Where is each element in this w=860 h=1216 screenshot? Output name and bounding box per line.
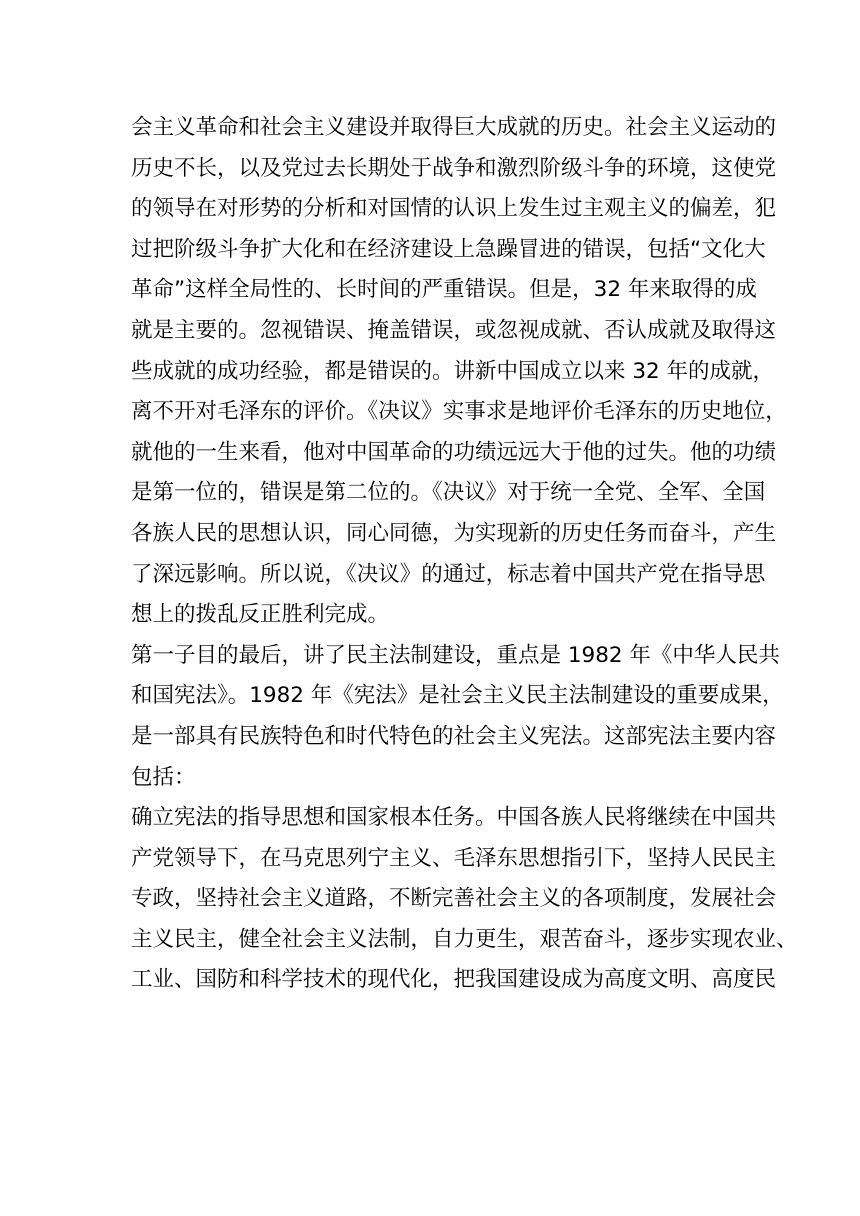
text-line: 是第一位的，错误是第二位的。《决议》对于统一全党、全军、全国 xyxy=(131,480,766,506)
text-line: 产党领导下，在马克思列宁主义、毛泽东思想指引下，坚持人民民主 xyxy=(131,845,777,871)
text-line: 就他的一生来看，他对中国革命的功绩远远大于他的过失。他的功绩 xyxy=(131,439,777,465)
text-line: 过把阶级斗争扩大化和在经济建设上急躁冒进的错误，包括“文化大 xyxy=(131,236,766,262)
text-line: 是一部具有民族特色和时代特色的社会主义宪法。这部宪法主要内容 xyxy=(131,723,777,749)
text-line: 包括： xyxy=(131,764,196,790)
text-line: 了深远影响。所以说，《决议》的通过，标志着中国共产党在指导思 xyxy=(131,561,766,587)
text-line: 主义民主，健全社会主义法制，自力更生，艰苦奋斗，逐步实现农业、 xyxy=(131,926,798,952)
text-line: 革命”这样全局性的、长时间的严重错误。但是，32 年来取得的成 xyxy=(131,277,757,303)
text-line: 第一子目的最后，讲了民主法制建设，重点是 1982 年《中华人民共 xyxy=(131,642,780,668)
text-line: 历史不长，以及党过去长期处于战争和激烈阶级斗争的环境，这使党 xyxy=(131,155,777,181)
text-line: 各族人民的思想认识，同心同德，为实现新的历史任务而奋斗，产生 xyxy=(131,520,777,546)
body-text xyxy=(131,108,798,1001)
text-line: 就是主要的。忽视错误、掩盖错误，或忽视成就、否认成就及取得这 xyxy=(131,317,777,343)
text-line: 离不开对毛泽东的评价。《决议》实事求是地评价毛泽东的历史地位， xyxy=(131,399,787,425)
text-line: 些成就的成功经验，都是错误的。讲新中国成立以来 32 年的成就， xyxy=(131,358,775,384)
text-line: 和国宪法》。1982 年《宪法》是社会主义民主法制建设的重要成果， xyxy=(131,683,784,709)
text-line: 专政，坚持社会主义道路，不断完善社会主义的各项制度，发展社会 xyxy=(131,886,777,912)
text-line: 想上的拨乱反正胜利完成。 xyxy=(131,602,390,628)
text-line: 会主义革命和社会主义建设并取得巨大成就的历史。社会主义运动的 xyxy=(131,115,777,140)
text-line: 工业、国防和科学技术的现代化，把我国建设成为高度文明、高度民 xyxy=(131,967,777,993)
text-line: 确立宪法的指导思想和国家根本任务。中国各族人民将继续在中国共 xyxy=(131,805,777,831)
text-line: 的领导在对形势的分析和对国情的认识上发生过主观主义的偏差，犯 xyxy=(131,196,777,222)
